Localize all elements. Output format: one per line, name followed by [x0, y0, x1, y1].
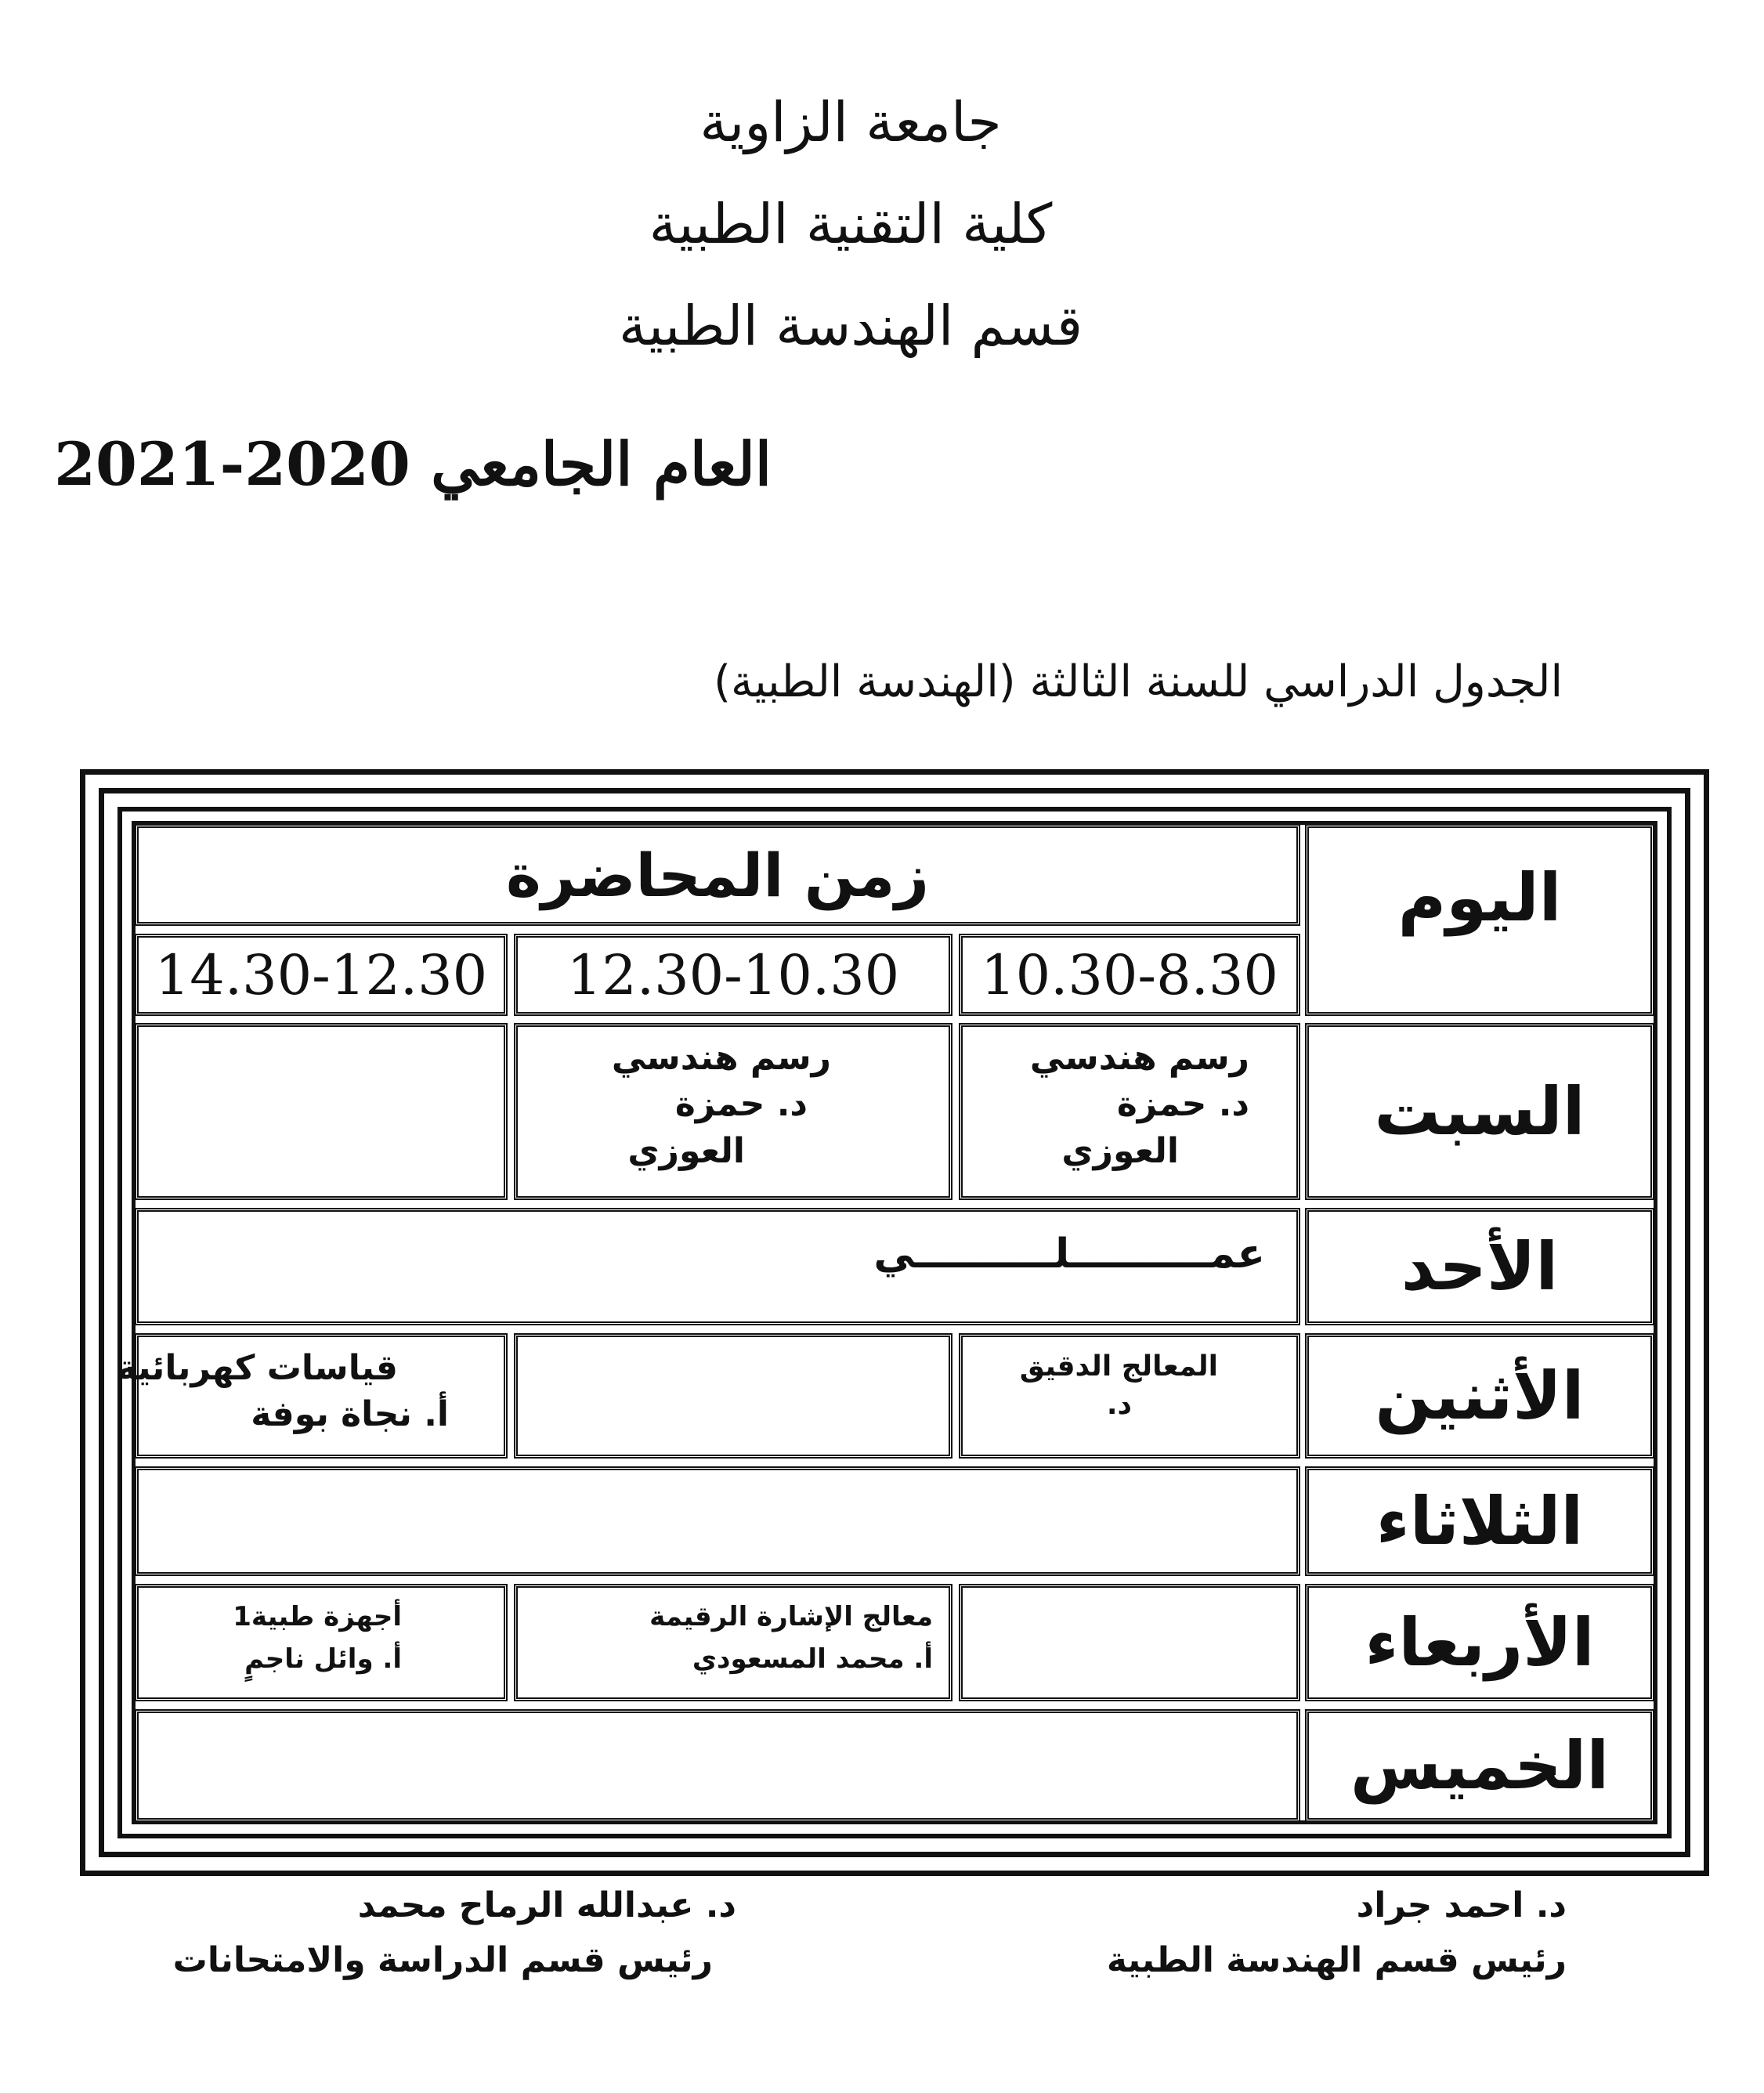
day-sunday-label: الأحد: [1401, 1228, 1559, 1305]
time-header-label: زمن المحاضرة: [505, 840, 930, 910]
day-tuesday-label: الثلاثاء: [1375, 1483, 1584, 1560]
slot-1-label: 10.30-8.30: [981, 942, 1278, 1007]
department-name: قسم الهندسة الطبية: [618, 294, 1083, 358]
slot-2-header: [514, 934, 952, 1016]
monday-slot-3: [117, 1333, 508, 1459]
day-saturday: [1305, 1023, 1654, 1200]
academic-year: العام الجامعي 2020-2021: [54, 429, 772, 499]
saturday-slot-1: [959, 1023, 1300, 1200]
saturday-slot-1-course: رسم هندسي: [1029, 1038, 1249, 1078]
tuesday-slots: [135, 1466, 1300, 1576]
wednesday-slot-3: [135, 1584, 508, 1701]
day-wednesday-label: الأربعاء: [1365, 1604, 1595, 1681]
university-name: جامعة الزاوية: [699, 90, 1002, 154]
slot-3-header: [135, 934, 508, 1016]
signatory-right-name: د. احمد جراد: [1356, 1885, 1567, 1925]
signatory-right-role: رئيس قسم الهندسة الطبية: [1106, 1940, 1567, 1981]
monday-slot-3-instructor: أ. نجاة بوفة: [251, 1394, 449, 1435]
sunday-practical-label: عمــــــــــلــــــــــي: [873, 1231, 1265, 1278]
day-thursday-label: الخميس: [1350, 1727, 1610, 1804]
monday-slot-2: [514, 1333, 952, 1459]
slot-3-label: 14.30-12.30: [154, 942, 488, 1007]
day-wednesday: [1305, 1584, 1654, 1701]
saturday-slot-3: [135, 1023, 508, 1200]
day-saturday-label: السبت: [1374, 1073, 1585, 1150]
wednesday-slot-3-course: أجهزة طبية1: [233, 1601, 402, 1632]
signature-block-left: [157, 1878, 752, 1989]
wednesday-slot-2-instructor: أ. محمد المسعودي: [692, 1643, 933, 1675]
day-monday: [1305, 1333, 1654, 1459]
saturday-slot-1-instructor: د. حمزة: [1116, 1084, 1249, 1125]
monday-slot-1-instructor: د.: [1106, 1388, 1132, 1421]
faculty-name: كلية التقنية الطبية: [649, 192, 1053, 256]
saturday-slot-2-instructor-name: العوزي: [627, 1130, 745, 1171]
day-sunday: [1305, 1208, 1654, 1325]
monday-slot-1: [959, 1333, 1300, 1459]
day-thursday: [1305, 1709, 1654, 1822]
saturday-slot-1-instructor-name: العوزي: [1061, 1130, 1179, 1171]
day-header-label: اليوم: [1397, 859, 1562, 936]
monday-slot-3-course: قياسات كهربائية: [117, 1348, 398, 1388]
wednesday-slot-2-course: معالج الإشارة الرقيمة: [649, 1601, 933, 1632]
wednesday-slot-2: [514, 1584, 952, 1701]
day-monday-label: الأثنين: [1375, 1357, 1585, 1434]
slot-1-header: [959, 934, 1300, 1016]
wednesday-slot-1: [959, 1584, 1300, 1701]
wednesday-slot-3-instructor: أ. وائل ناجمٍ: [244, 1643, 402, 1675]
monday-slot-1-course: المعالج الدقيق: [1019, 1350, 1218, 1383]
day-tuesday: [1305, 1466, 1654, 1576]
signature-block-right: [1018, 1878, 1567, 1989]
saturday-slot-2-course: رسم هندسي: [611, 1038, 831, 1078]
signatory-left-role: رئيس قسم الدراسة والامتحانات: [172, 1940, 713, 1981]
schedule-caption: الجدول الدراسي للسنة الثالثة (الهندسة الطبية): [714, 656, 1563, 707]
saturday-slot-2: [514, 1023, 952, 1200]
day-header: [1305, 824, 1654, 1016]
saturday-slot-2-instructor: د. حمزة: [674, 1084, 808, 1125]
signatory-left-name: د. عبدالله الرماح محمد: [357, 1885, 736, 1925]
thursday-slots: [135, 1709, 1300, 1822]
sunday-practical: [135, 1208, 1300, 1325]
slot-2-label: 12.30-10.30: [566, 942, 900, 1007]
time-header: [135, 824, 1300, 926]
